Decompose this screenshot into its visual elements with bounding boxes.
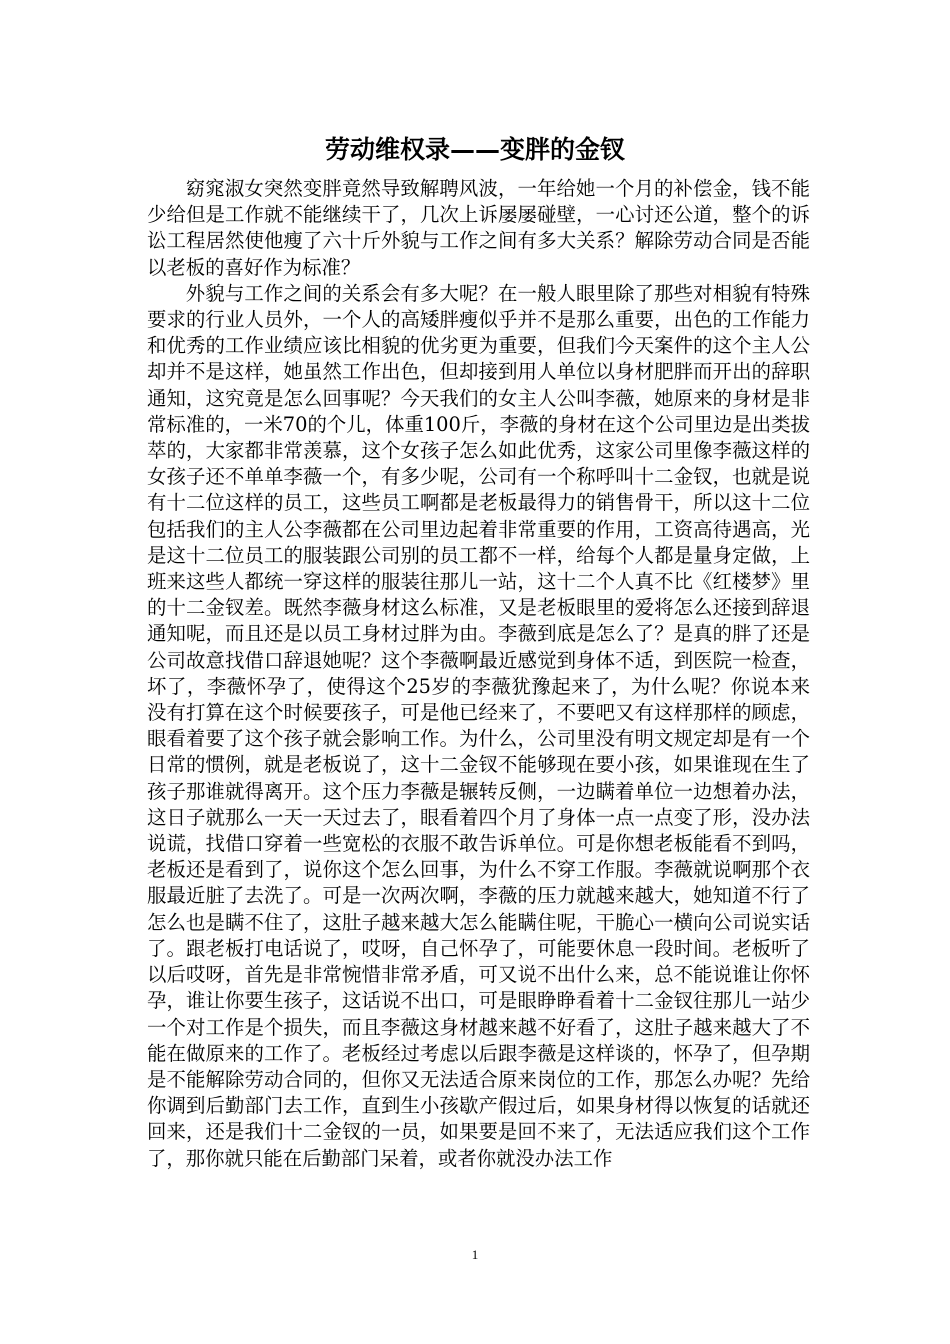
page-number: 1 — [471, 1247, 479, 1262]
page-title: 劳动维权录——变胖的金钗 — [324, 135, 625, 164]
article-body — [147, 176, 810, 1172]
paragraph-intro: 窈窕淑女突然变胖竟然导致解聘风波，一年给她一个月的补偿金，钱不能少给但是工作就不能继续干了，几次上诉屡屡碰壁，一心讨还公道，整个的诉讼工程居然使他瘦了六十斤外貌与工作之间有多大关系？解除劳动合同是否能以老板的喜好作为标准？ — [147, 177, 810, 279]
paragraph-main: 外貌与工作之间的关系会有多大呢？在一般人眼里除了那些对相貌有特殊要求的行业人员外，一个人的高矮胖瘦似乎并不是那么重要，出色的工作能力和优秀的工作业绩应该比相貌的优劣更为重要，但我们今天案件的这个主人公却并不是这样，她虽然工作出色，但却接到用人单位以身材肥胖而开出的辞职通知，这究竟是怎么回事呢？今天我们的女主人公叫李薇，她原来的身材是非常标准的，一米70的个儿，体重100斤，李薇的身材在这个公司里边是出类拔萃的，大家都非常羡慕，这个女孩子怎么如此优秀，这家公司里像李薇这样的女孩子还不单单李薇一个，有多少呢，公司有一个称呼叫十二金钗，也就是说有十二位这样的员工，这些员工啊都是老板最得力的销售骨干，所以这十二位包括我们的主人公李薇都在公司里边起着非常重要的作用，工资高待遇高，光是这十二位员工的服装跟公司别的员工都不一样，给每个人都是量身定做，上班来这些人都统一穿这样的服装往那儿一站，这十二个人真不比《红楼梦》里的十二金钗差。既然李薇身材这么标准，又是老板眼里的爱将怎么还接到辞退通知呢，而且还是以员工身材过胖为由。李薇到底是怎么了？是真的胖了还是公司故意找借口辞退她呢？这个李薇啊最近感觉到身体不适，到医院一检查，坏了，李薇怀孕了，使得这个25岁的李薇犹豫起来了，为什么呢？你说本来没有打算在这个时候要孩子，可是他已经来了，不要吧又有这样那样的顾虑，眼看着要了这个孩子就会影响工作。为什么，公司里没有明文规定却是有一个日常的惯例，就是老板说了，这十二金钗不能够现在要小孩，如果谁现在生了孩子那谁就得离开。这个压力李薇是辗转反侧，一边瞒着单位一边想着办法，这日子就那么一天一天过去了，眼看着四个月了身体一点一点变了形，没办法说谎，找借口穿着一些宽松的衣服不敢告诉单位。可是你想老板能看不到吗，老板还是看到了，说你这个怎么回事，为什么不穿工作服。李薇就说啊那个衣服最近脏了去洗了。可是一次两次啊，李薇的压力就越来越大，她知道不行了怎么也是瞒不住了，这肚子越来越大怎么能瞒住呢，干脆心一横向公司说实话了。跟老板打电话说了，哎呀，自己怀孕了，可能要休息一段时间。老板听了以后哎呀，首先是非常惋惜非常矛盾，可又说不出什么来，总不能说谁让你怀孕，谁让你要生孩子，这话说不出口，可是眼睁睁看着十二金钗往那儿一站少一个对工作是个损失，而且李薇这身材越来越不好看了，这肚子越来越大了不能在做原来的工作了。老板经过考虑以后跟李薇是这样谈的，怀孕了，但孕期是不能解除劳动合同的，但你又无法适合原来岗位的工作，那怎么办呢？先给你调到后勤部门去工作，直到生小孩歇产假过后，如果身材得以恢复的话就还回来，还是我们十二金钗的一员，如果要是回不来了，无法适应我们这个工作了，那你就只能在后勤部门呆着，或者你就没办法工作 — [147, 281, 810, 1170]
